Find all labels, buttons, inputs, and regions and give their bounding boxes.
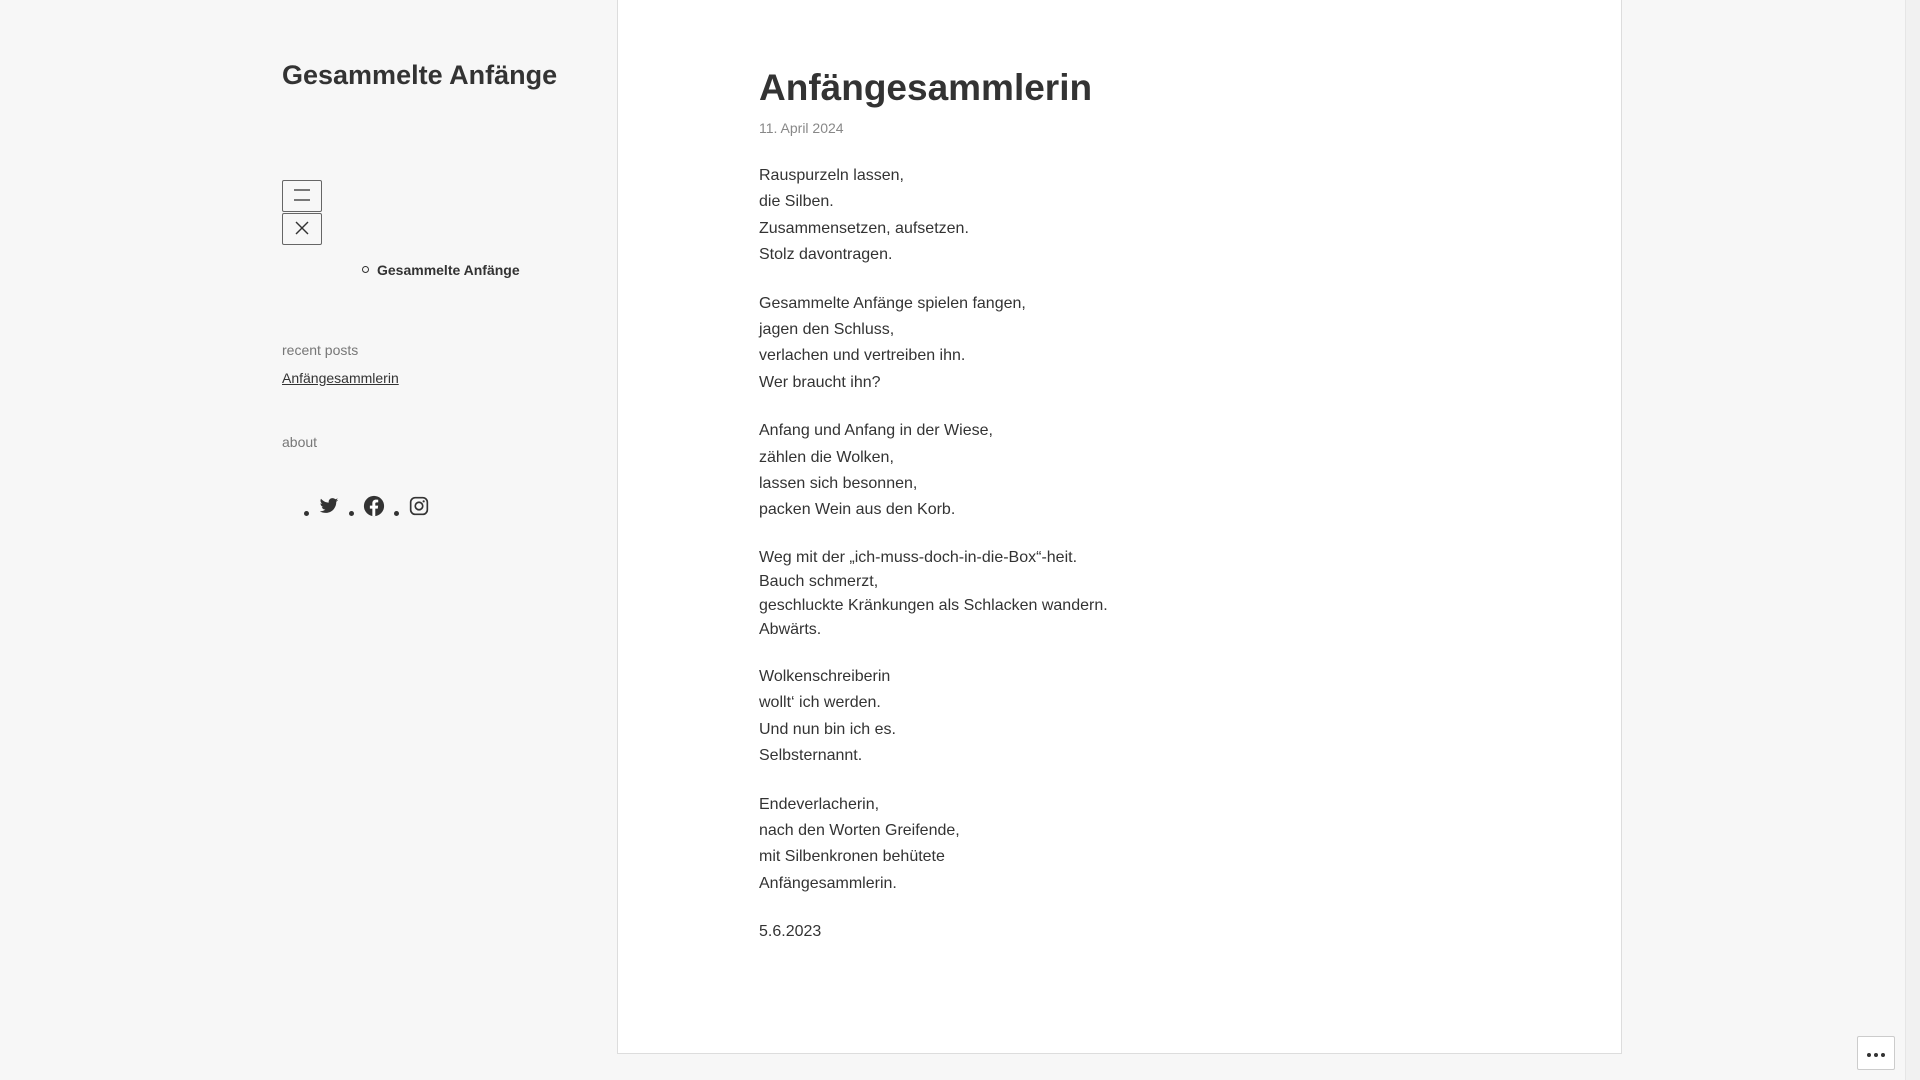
- poem-stanza: [759, 163, 1559, 269]
- poem-line: verlachen und vertreiben ihn.: [759, 347, 966, 365]
- poem-line: Endeverlacherin,: [759, 795, 880, 813]
- more-options-button[interactable]: [1857, 1036, 1895, 1070]
- poem-line: Gesammelte Anfänge spielen fangen,: [759, 294, 1026, 312]
- poem-stanza: [759, 664, 1559, 770]
- scrollbar[interactable]: [1905, 0, 1920, 1080]
- post-date: 11. April 2024: [759, 120, 844, 136]
- close-icon: [294, 220, 310, 239]
- poem-line: lassen sich besonnen,: [759, 475, 918, 493]
- post-container: [617, 0, 1622, 1054]
- menu-icon: [293, 189, 311, 204]
- poem-line: Rauspurzeln lassen,: [759, 167, 904, 184]
- poem-line: zählen die Wolken,: [759, 448, 894, 466]
- poem-line: Anfang und Anfang in der Wiese,: [759, 422, 993, 440]
- poem-stanza: [759, 291, 1559, 397]
- list-bullet: [394, 511, 399, 516]
- post-closing-date: 5.6.2023: [759, 923, 822, 941]
- poem-line: Weg mit der „ich-muss-doch-in-die-Box“-heit.: [759, 548, 1078, 566]
- poem-line: Stolz davontragen.: [759, 246, 893, 264]
- twitter-icon[interactable]: [317, 494, 341, 518]
- poem-line: nach den Worten Greifende,: [759, 821, 960, 839]
- poem-line: Wer braucht ihn?: [759, 373, 881, 391]
- list-bullet: [304, 511, 309, 516]
- poem-line: Und nun bin ich es.: [759, 720, 896, 738]
- poem-line: wollt‘ ich werden.: [759, 694, 881, 712]
- menu-close-button[interactable]: [282, 213, 322, 245]
- poem-stanza: [759, 792, 1559, 898]
- poem-line: geschluckte Kränkungen als Schlacken wandern.: [759, 596, 1108, 614]
- social-links: [304, 494, 439, 518]
- poem-line: Bauch schmerzt,: [759, 572, 879, 590]
- poem-line: die Silben.: [759, 193, 834, 211]
- about-title: about: [282, 434, 318, 450]
- recent-posts-title: recent posts: [282, 342, 359, 358]
- poem-stanza: [759, 418, 1559, 524]
- poem-line: Abwärts.: [759, 620, 822, 638]
- menu-open-button[interactable]: [282, 180, 322, 212]
- poem-line: Selbsternannt.: [759, 747, 863, 765]
- facebook-icon[interactable]: [362, 494, 386, 518]
- nav-item-home[interactable]: Gesammelte Anfänge: [377, 262, 520, 278]
- list-bullet: [362, 266, 369, 273]
- instagram-icon[interactable]: [407, 494, 431, 518]
- post-title: Anfängesammlerin: [759, 67, 1093, 108]
- nav-menu: [362, 262, 520, 278]
- site-title[interactable]: Gesammelte Anfänge: [282, 60, 558, 90]
- more-horizontal-icon: [1866, 1046, 1886, 1061]
- recent-post-link[interactable]: Anfängesammlerin: [282, 370, 399, 386]
- poem-line: mit Silbenkronen behütete: [759, 848, 945, 866]
- list-bullet: [349, 511, 354, 516]
- post-body: [759, 163, 1559, 945]
- poem-line: Wolkenschreiberin: [759, 667, 891, 685]
- poem-line: Zusammensetzen, aufsetzen.: [759, 219, 969, 237]
- poem-line: packen Wein aus den Korb.: [759, 501, 956, 519]
- poem-line: Anfängesammlerin.: [759, 874, 897, 892]
- poem-stanza: [759, 546, 1559, 642]
- poem-line: jagen den Schluss,: [759, 321, 895, 339]
